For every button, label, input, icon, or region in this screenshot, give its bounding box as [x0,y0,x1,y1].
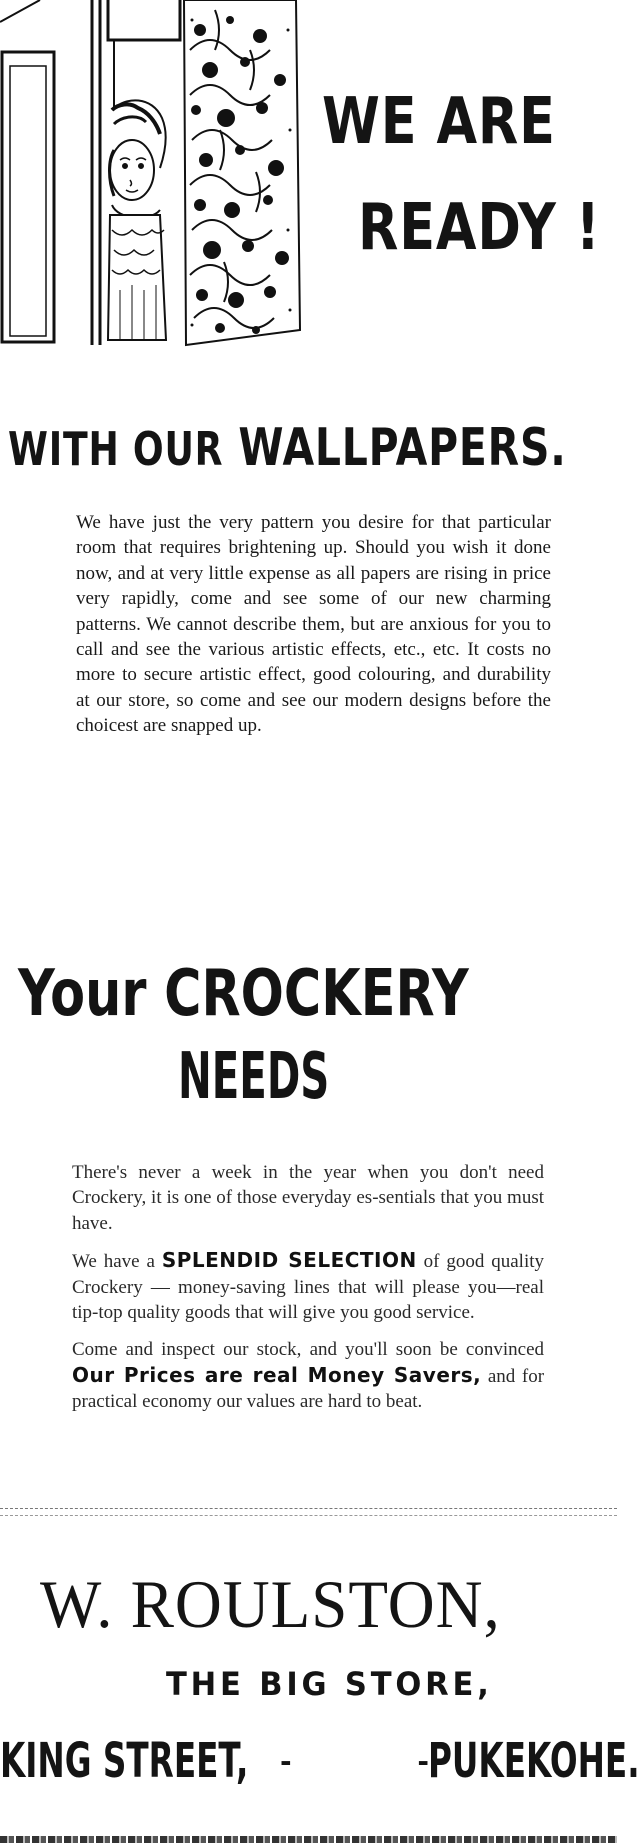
crockery-heading-line2: NEEDS [178,1040,330,1114]
woman-figure [108,100,166,340]
section-divider [0,1508,617,1516]
wallpapers-heading [8,418,567,478]
door-woman-curtain-illustration [0,0,300,345]
crockery-p2-after: of good quality Crockery — money-saving lines that will please you—real tip-top quality goods that will give you good service. [72,1251,545,1324]
store-street: KING STREET, [0,1733,249,1789]
headline-we-are: WE ARE [322,85,556,159]
crockery-body [72,1160,544,1427]
crockery-p3-before: Come and inspect our stock, and you'll soon be convinced [72,1339,544,1361]
floral-curtain [184,0,300,345]
bottom-border [0,1836,617,1843]
splendid-selection-emphasis: SPLENDID SELECTION [161,1248,417,1273]
crockery-heading-line1: Your CROCKERY [18,957,469,1031]
wallpapers-heading-prefix: WITH OUR [8,422,224,476]
store-subtitle: THE BIG STORE, [166,1665,493,1703]
crockery-paragraph-2 [72,1248,544,1325]
store-name: W. ROULSTON, [40,1566,501,1642]
wallpapers-heading-main: WALLPAPERS. [238,418,567,478]
headline-ready: READY ! [358,191,601,265]
wallpapers-body-text: We have just the very pattern you desire for that particular room that requires brightening up. Should you wish it done now, and at very little expense as all papers are rising in price very rapidly, come and see some of our new charming patterns. We cannot describe them, but are anxious for you to call and see the various artistic effects, etc., etc. It costs no more to secure artistic effect, good colouring, and durability at our store, so come and see our modern designs before the choicest are snapped up. [76,512,551,737]
money-savers-emphasis: Our Prices are real Money Savers, [72,1362,482,1387]
crockery-paragraph-1: There's never a week in the year when you don't need Crockery, it is one of those everyday es-sentials that you must have. [72,1162,544,1234]
crockery-p2-before: We have a [72,1251,155,1273]
store-town: PUKEKOHE. [428,1733,640,1789]
crockery-p3-after: and for practical economy our values are hard to beat. [72,1365,545,1413]
crockery-paragraph-3 [72,1337,544,1414]
address-separator: - - [280,1745,487,1778]
door-frame-line [0,0,40,22]
